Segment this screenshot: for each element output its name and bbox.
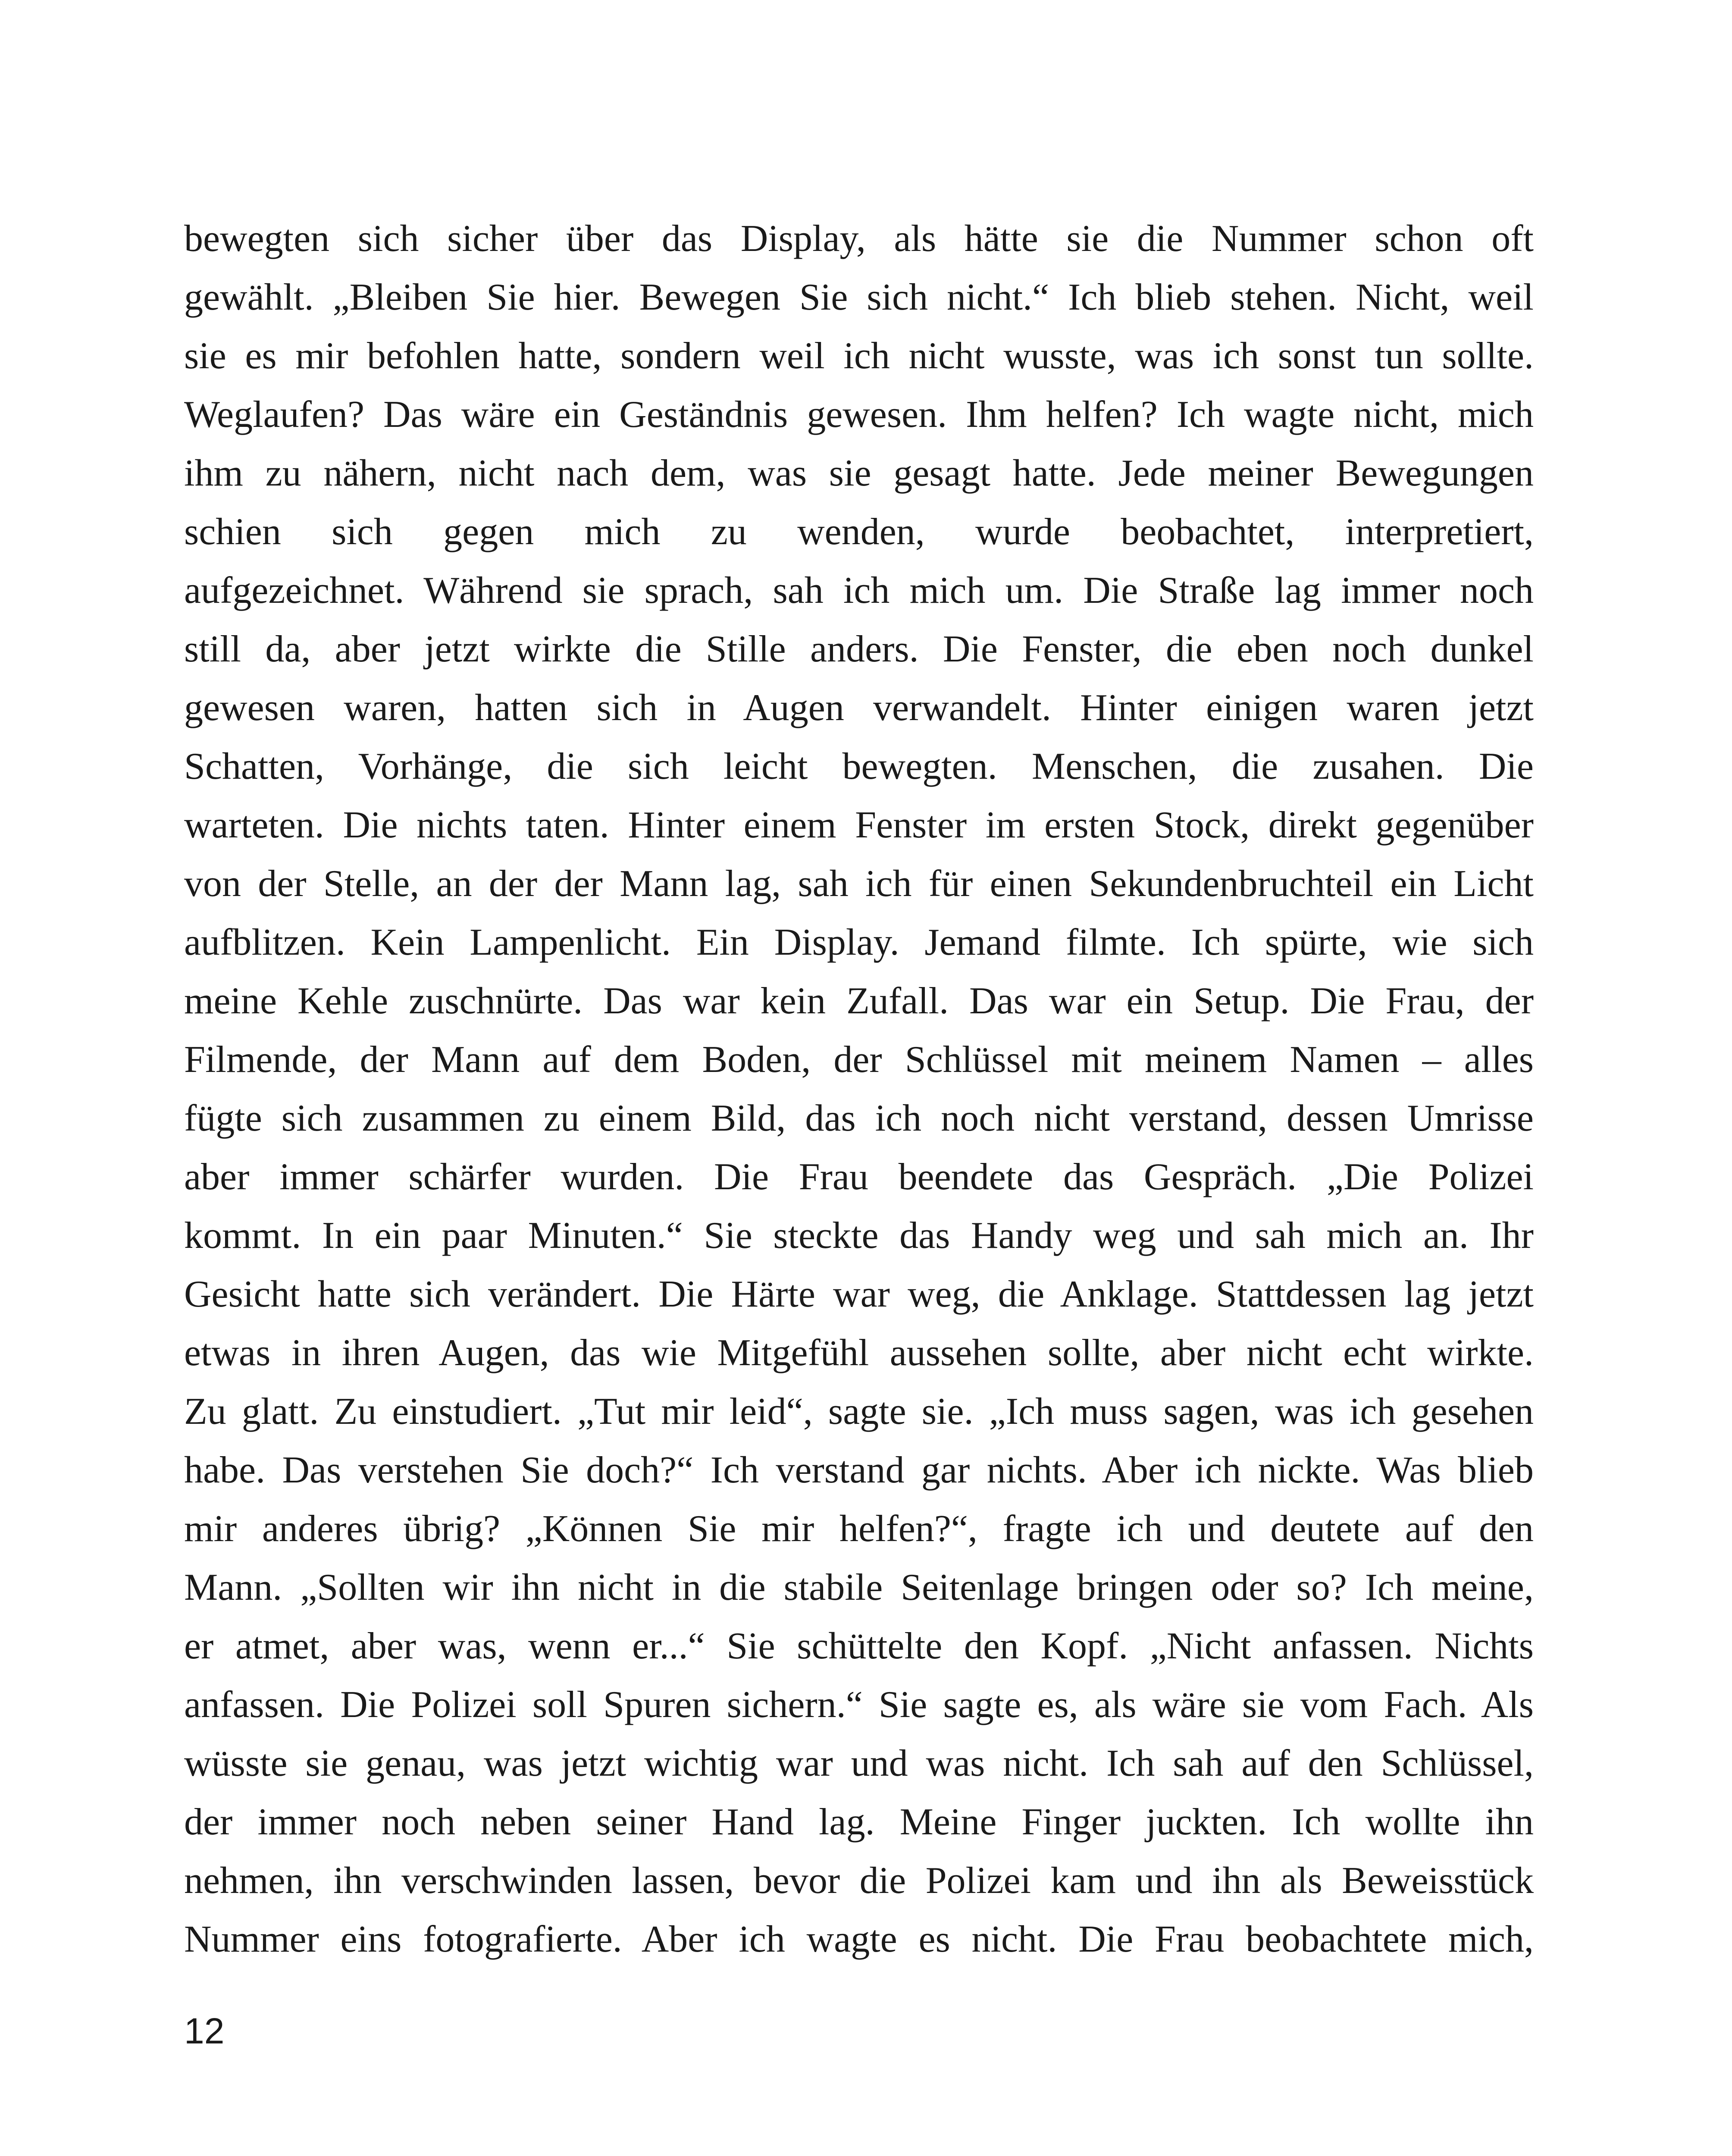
text-line: Nummer eins fotografierte. Aber ich wagte es nicht. Die Frau beobachtete mich, <box>184 1918 1534 1960</box>
text-line: habe. Das verstehen Sie doch?“ Ich verstand gar nichts. Aber ich nickte. Was blieb <box>184 1449 1534 1491</box>
text-line: gewesen waren, hatten sich in Augen verwandelt. Hinter einigen waren jetzt <box>184 687 1534 729</box>
text-line: sie es mir befohlen hatte, sondern weil ich nicht wusste, was ich sonst tun sollte. <box>184 335 1534 377</box>
body-text <box>184 210 1534 1969</box>
text-line: er atmet, aber was, wenn er...“ Sie schüttelte den Kopf. „Nicht anfassen. Nichts <box>184 1625 1534 1667</box>
text-line: ihm zu nähern, nicht nach dem, was sie gesagt hatte. Jede meiner Bewegungen <box>184 452 1534 494</box>
text-line: Weglaufen? Das wäre ein Geständnis gewesen. Ihm helfen? Ich wagte nicht, mich <box>184 394 1534 436</box>
text-line: aber immer schärfer wurden. Die Frau beendete das Gespräch. „Die Polizei <box>184 1156 1534 1198</box>
text-line: anfassen. Die Polizei soll Spuren sichern.“ Sie sagte es, als wäre sie vom Fach. Als <box>184 1684 1534 1726</box>
text-line: etwas in ihren Augen, das wie Mitgefühl aussehen sollte, aber nicht echt wirkte. <box>184 1332 1534 1374</box>
text-line: Mann. „Sollten wir ihn nicht in die stabile Seitenlage bringen oder so? Ich meine, <box>184 1567 1534 1608</box>
text-line: still da, aber jetzt wirkte die Stille anders. Die Fenster, die eben noch dunkel <box>184 628 1534 670</box>
text-line: aufblitzen. Kein Lampenlicht. Ein Display. Jemand filmte. Ich spürte, wie sich <box>184 921 1534 963</box>
text-line: Zu glatt. Zu einstudiert. „Tut mir leid“, sagte sie. „Ich muss sagen, was ich gesehen <box>184 1391 1534 1432</box>
text-line: warteten. Die nichts taten. Hinter einem Fenster im ersten Stock, direkt gegenüber <box>184 804 1534 846</box>
text-line: von der Stelle, an der der Mann lag, sah ich für einen Sekundenbruchteil ein Licht <box>184 863 1534 905</box>
text-line: meine Kehle zuschnürte. Das war kein Zufall. Das war ein Setup. Die Frau, der <box>184 980 1534 1022</box>
text-line: der immer noch neben seiner Hand lag. Meine Finger juckten. Ich wollte ihn <box>184 1801 1534 1843</box>
text-line: bewegten sich sicher über das Display, als hätte sie die Nummer schon oft <box>184 218 1534 260</box>
text-line: Gesicht hatte sich verändert. Die Härte war weg, die Anklage. Stattdessen lag jetzt <box>184 1273 1534 1315</box>
text-line: fügte sich zusammen zu einem Bild, das ich noch nicht verstand, dessen Umrisse <box>184 1097 1534 1139</box>
text-line: Schatten, Vorhänge, die sich leicht bewegten. Menschen, die zusahen. Die <box>184 746 1534 787</box>
text-line: Filmende, der Mann auf dem Boden, der Schlüssel mit meinem Namen – alles <box>184 1039 1534 1081</box>
text-line: gewählt. „Bleiben Sie hier. Bewegen Sie sich nicht.“ Ich blieb stehen. Nicht, weil <box>184 276 1534 318</box>
text-line: schien sich gegen mich zu wenden, wurde beobachtet, interpretiert, <box>184 511 1534 553</box>
text-line: nehmen, ihn verschwinden lassen, bevor die Polizei kam und ihn als Beweisstück <box>184 1860 1534 1902</box>
page-number: 12 <box>184 2011 225 2051</box>
text-line: mir anderes übrig? „Können Sie mir helfen?“, fragte ich und deutete auf den <box>184 1508 1534 1550</box>
text-line: wüsste sie genau, was jetzt wichtig war und was nicht. Ich sah auf den Schlüssel, <box>184 1742 1534 1784</box>
text-line: aufgezeichnet. Während sie sprach, sah ich mich um. Die Straße lag immer noch <box>184 570 1534 611</box>
text-line: kommt. In ein paar Minuten.“ Sie steckte das Handy weg und sah mich an. Ihr <box>184 1215 1534 1257</box>
